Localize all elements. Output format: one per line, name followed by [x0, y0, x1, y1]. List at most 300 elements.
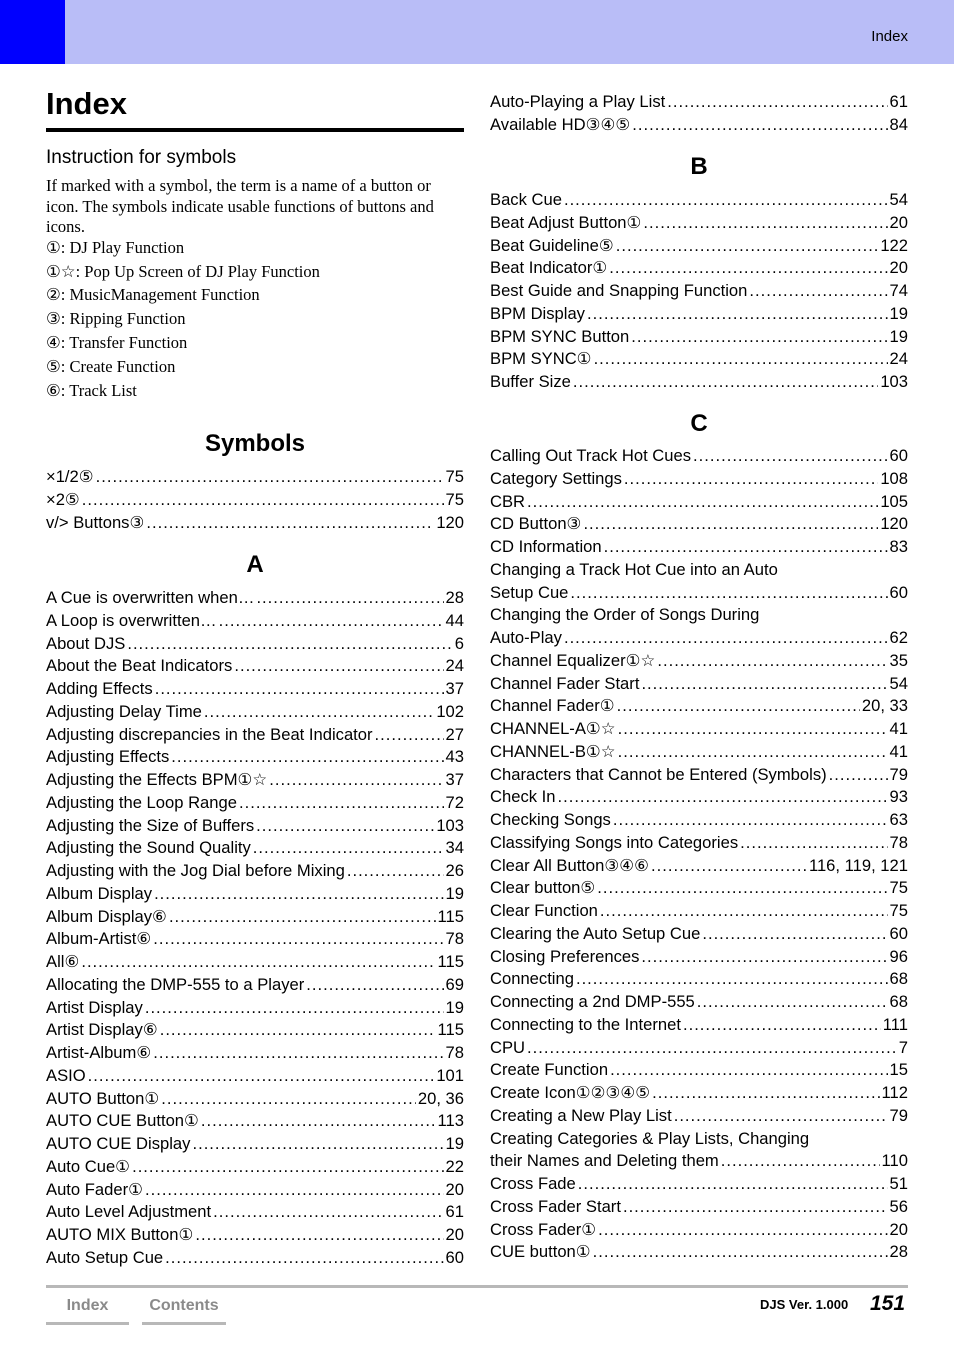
- index-entry-term: Artist-Album⑥: [46, 1043, 152, 1062]
- index-entry[interactable]: [46, 1247, 464, 1269]
- dot-leader: [256, 587, 443, 609]
- index-entry-page: 115: [437, 906, 464, 926]
- index-entry-page: 75: [889, 878, 908, 898]
- dot-leader: [219, 610, 444, 632]
- dot-leader: [641, 673, 887, 695]
- index-entry-page: 19: [889, 303, 908, 323]
- index-entry[interactable]: [490, 1241, 908, 1263]
- index-entry[interactable]: [46, 883, 464, 905]
- dot-leader: [171, 746, 443, 768]
- dot-leader: [155, 678, 444, 700]
- index-entry-page: 24: [889, 349, 908, 369]
- section-heading-c: C: [690, 410, 708, 437]
- index-entry-page: 19: [445, 1134, 464, 1153]
- index-entry-term: BPM Display: [490, 303, 585, 323]
- index-entry-page: 22: [445, 1156, 464, 1176]
- index-entry-term: Category Settings: [490, 468, 622, 488]
- index-entry[interactable]: [46, 1224, 464, 1246]
- index-entry[interactable]: [490, 786, 908, 808]
- index-entry-term: Beat Guideline⑤: [490, 235, 614, 255]
- symbol-legend-item: ④: Transfer Function: [46, 333, 188, 352]
- index-entry[interactable]: [46, 906, 464, 928]
- index-entry-term: Channel Equalizer①☆: [490, 650, 656, 670]
- index-entry[interactable]: [46, 1156, 464, 1178]
- dot-leader: [195, 1224, 443, 1246]
- index-entry-line: Creating Categories & Play Lists, Changing: [490, 1128, 810, 1148]
- index-entry-page: 60: [889, 446, 908, 465]
- index-entry[interactable]: [490, 1196, 908, 1218]
- dot-leader: [610, 1059, 887, 1081]
- symbol-legend-item: ①☆: Pop Up Screen of DJ Play Function: [46, 262, 320, 281]
- index-entry-page: 20, 36: [417, 1088, 464, 1108]
- dot-leader: [641, 946, 887, 968]
- index-entry-page: 75: [889, 901, 908, 920]
- dot-leader: [375, 724, 444, 746]
- footer-rule: [46, 1285, 908, 1288]
- index-entry-term: Auto Level Adjustment: [46, 1202, 212, 1222]
- index-entry-page: 20, 33: [861, 696, 908, 716]
- index-entry-page: 103: [436, 815, 464, 835]
- index-entry[interactable]: [46, 1088, 464, 1110]
- index-entry-term: Adjusting the Loop Range: [46, 792, 237, 812]
- index-entry[interactable]: [46, 1201, 464, 1223]
- index-entry[interactable]: [490, 1219, 908, 1241]
- index-entry[interactable]: [46, 974, 464, 996]
- index-entry-term: Adjusting the Sound Quality: [46, 838, 251, 858]
- index-entry-page: 44: [445, 610, 464, 630]
- index-entry-term: Cross Fade: [490, 1174, 576, 1193]
- index-entry[interactable]: [46, 1133, 464, 1155]
- index-entry[interactable]: [490, 536, 908, 558]
- index-entry-term: CHANNEL-B①☆: [490, 741, 616, 761]
- index-entry-term: Connecting a 2nd DMP-555: [490, 992, 695, 1011]
- index-entry[interactable]: [490, 923, 908, 945]
- index-entry-term: Auto Fader①: [46, 1179, 143, 1199]
- index-entry-page: 28: [445, 588, 464, 607]
- dot-leader: [651, 855, 807, 877]
- index-entry[interactable]: [490, 695, 908, 717]
- index-entry-term: Album Display⑥: [46, 906, 167, 926]
- symbol-legend-item: ③: Ripping Function: [46, 309, 186, 328]
- index-entry[interactable]: [46, 860, 464, 882]
- index-entry[interactable]: [490, 1173, 908, 1195]
- index-entry-page: 15: [889, 1060, 908, 1080]
- index-entry-term: CD Button③: [490, 514, 582, 534]
- index-entry-page: 112: [881, 1083, 908, 1102]
- index-entry-page: 72: [445, 792, 464, 812]
- index-entry-term: Adjusting discrepancies in the Beat Indicator: [46, 724, 373, 744]
- dot-leader: [600, 900, 888, 922]
- index-entry[interactable]: [490, 348, 908, 370]
- index-entry[interactable]: [46, 489, 464, 511]
- index-entry-term: CBR: [490, 491, 526, 511]
- index-entry-page: 60: [445, 1247, 464, 1267]
- dot-leader: [702, 923, 887, 945]
- index-entry[interactable]: [490, 189, 908, 211]
- index-entry-term: Adjusting the Size of Buffers: [46, 815, 255, 835]
- index-entry-page: 6: [454, 633, 464, 653]
- index-entry[interactable]: [490, 491, 908, 513]
- dot-leader: [657, 650, 887, 672]
- index-entry[interactable]: [46, 701, 464, 723]
- index-entry-term: Beat Indicator①: [490, 258, 608, 278]
- index-entry[interactable]: [490, 513, 908, 535]
- index-entry[interactable]: [490, 280, 908, 302]
- index-entry[interactable]: [46, 466, 464, 488]
- index-entry-page: 115: [437, 952, 464, 971]
- index-entry-term: CUE button①: [490, 1242, 591, 1262]
- index-entry-term: Artist Display: [46, 997, 143, 1017]
- index-entry-page: 93: [889, 787, 908, 807]
- dot-leader: [604, 536, 888, 558]
- index-entry-page: 20: [445, 1225, 464, 1244]
- index-entry-term: Adding Effects: [46, 679, 153, 698]
- index-entry-line: Changing the Order of Songs During: [490, 605, 760, 625]
- index-entry[interactable]: [490, 946, 908, 968]
- index-entry-page: 19: [445, 997, 464, 1017]
- index-entry[interactable]: [490, 257, 908, 279]
- dot-leader: [609, 257, 887, 279]
- index-entry-page: 37: [445, 770, 464, 789]
- symbol-legend-item: ②: MusicManagement Function: [46, 285, 260, 304]
- dot-leader: [697, 991, 888, 1013]
- index-entry[interactable]: [46, 997, 464, 1019]
- index-entry-term: Buffer Size: [490, 372, 571, 391]
- index-entry-page: 60: [889, 923, 908, 943]
- footer-contents-button[interactable]: Contents: [142, 1296, 226, 1325]
- index-entry[interactable]: [490, 1150, 908, 1172]
- index-entry-page: 110: [881, 1151, 908, 1171]
- index-entry[interactable]: [490, 900, 908, 922]
- dot-leader: [557, 786, 887, 808]
- index-entry[interactable]: [46, 678, 464, 700]
- index-entry-page: 19: [889, 326, 908, 346]
- index-entry-term: AUTO CUE Display: [46, 1134, 191, 1153]
- dot-leader: [234, 655, 443, 677]
- product-name: DJS: [760, 1297, 786, 1312]
- index-entry-page: 122: [880, 235, 908, 255]
- index-entry-term: A Loop is overwritten…: [46, 610, 217, 630]
- dot-leader: [597, 877, 887, 899]
- index-entry[interactable]: [490, 877, 908, 899]
- dot-leader: [253, 837, 444, 859]
- index-entry[interactable]: [490, 582, 908, 604]
- instructions-paragraph: If marked with a symbol, the term is a name of a button or icon. The symbols indicate usable functions of buttons and icons.: [46, 176, 434, 236]
- dot-leader: [145, 1179, 444, 1201]
- title-underline: [46, 128, 464, 132]
- index-entry[interactable]: [490, 1082, 908, 1104]
- index-entry-term: Auto Cue①: [46, 1156, 131, 1176]
- index-entry[interactable]: [490, 764, 908, 786]
- index-entry[interactable]: [46, 587, 464, 609]
- index-entry-term: CD Information: [490, 537, 602, 556]
- dot-leader: [527, 491, 878, 513]
- index-entry-term: AUTO MIX Button①: [46, 1225, 194, 1244]
- index-entry-term: Setup Cue: [490, 582, 569, 602]
- index-entry[interactable]: [490, 1037, 908, 1059]
- header-section-label: Index: [871, 28, 908, 45]
- index-entry-page: 43: [445, 747, 464, 767]
- dot-leader: [740, 832, 887, 854]
- index-entry-term: About DJS: [46, 633, 126, 653]
- index-entry[interactable]: [490, 235, 908, 257]
- index-entry-page: 116, 119, 121: [808, 855, 908, 875]
- index-entry[interactable]: [490, 718, 908, 740]
- index-entry[interactable]: [490, 371, 908, 393]
- section-heading-a: A: [246, 551, 264, 578]
- dot-leader: [749, 280, 887, 302]
- index-entry[interactable]: [46, 951, 464, 973]
- dot-leader: [617, 695, 860, 717]
- index-entry-term: Auto-Play: [490, 628, 562, 647]
- dot-leader: [154, 883, 443, 905]
- dot-leader: [269, 769, 443, 791]
- footer-index-button[interactable]: Index: [46, 1296, 129, 1325]
- dot-leader: [192, 1133, 443, 1155]
- index-entry-term: Create Function: [490, 1060, 609, 1080]
- index-entry-page: 105: [880, 491, 908, 511]
- index-entry-term: Allocating the DMP-555 to a Player: [46, 974, 305, 994]
- index-entry-term: Characters that Cannot be Entered (Symbols): [490, 764, 827, 784]
- dot-leader: [593, 1241, 888, 1263]
- index-entry-term: Connecting: [490, 969, 574, 989]
- dot-leader: [598, 1219, 887, 1241]
- index-entry-page: 60: [889, 582, 908, 602]
- dot-leader: [347, 860, 444, 882]
- index-entry-page: 102: [436, 701, 464, 721]
- index-entry-term: Auto Setup Cue: [46, 1247, 164, 1267]
- top-header-bar: [0, 0, 954, 64]
- index-entry[interactable]: [46, 792, 464, 814]
- dot-leader: [618, 741, 888, 763]
- dot-leader: [213, 1201, 443, 1223]
- index-entry-page: 7: [898, 1037, 908, 1057]
- dot-leader: [88, 1065, 435, 1087]
- index-entry-term: Available HD③④⑤: [490, 114, 631, 134]
- index-entry-page: 103: [880, 372, 908, 391]
- index-entry-term: Connecting to the Internet: [490, 1014, 681, 1034]
- index-entry-page: 120: [436, 512, 464, 532]
- dot-leader: [583, 513, 878, 535]
- index-entry[interactable]: [46, 815, 464, 837]
- index-entry[interactable]: [46, 928, 464, 950]
- index-entry[interactable]: [490, 91, 908, 113]
- index-entry-page: 35: [889, 650, 908, 670]
- index-entry[interactable]: [490, 212, 908, 234]
- index-entry[interactable]: [490, 991, 908, 1013]
- index-entry-term: Artist Display⑥: [46, 1020, 158, 1040]
- index-entry-term: Cross Fader①: [490, 1219, 597, 1239]
- index-entry-page: 34: [445, 838, 464, 858]
- dot-leader: [616, 235, 879, 257]
- dot-leader: [132, 1156, 443, 1178]
- dot-leader: [631, 326, 887, 348]
- index-entry-term: CHANNEL-A①☆: [490, 719, 616, 738]
- dot-leader: [623, 1196, 888, 1218]
- index-entry-page: 54: [889, 673, 908, 693]
- instructions-heading: Instruction for symbols: [46, 147, 237, 168]
- index-entry[interactable]: [46, 633, 464, 655]
- dot-leader: [160, 1019, 436, 1041]
- index-entry[interactable]: [490, 1105, 908, 1127]
- index-entry[interactable]: [46, 769, 464, 791]
- index-entry[interactable]: [46, 1042, 464, 1064]
- dot-leader: [153, 928, 443, 950]
- index-entry-term: A Cue is overwritten when…: [46, 588, 255, 607]
- symbol-legend-item: ⑤: Create Function: [46, 357, 176, 376]
- index-entry[interactable]: [490, 627, 908, 649]
- dot-leader: [204, 701, 434, 723]
- index-entry-term: Clear All Button③④⑥: [490, 855, 650, 875]
- index-entry-term: Album Display: [46, 883, 153, 903]
- dot-leader: [82, 489, 444, 511]
- dot-leader: [578, 1173, 888, 1195]
- dot-leader: [573, 371, 878, 393]
- index-entry-term: Adjusting the Effects BPM①☆: [46, 770, 268, 789]
- dot-leader: [693, 445, 887, 467]
- index-entry-page: 108: [880, 468, 908, 488]
- index-entry-page: 20: [889, 212, 908, 232]
- index-entry-page: 27: [445, 724, 464, 744]
- dot-leader: [256, 815, 434, 837]
- index-entry-page: 56: [889, 1196, 908, 1216]
- dot-leader: [165, 1247, 443, 1269]
- index-entry[interactable]: [490, 741, 908, 763]
- dot-leader: [721, 1150, 880, 1172]
- index-entry-term: Closing Preferences: [490, 946, 640, 966]
- dot-leader: [683, 1014, 881, 1036]
- symbol-legend-item: ①: DJ Play Function: [46, 238, 185, 257]
- dot-leader: [527, 1037, 897, 1059]
- index-entry-term: About the Beat Indicators: [46, 656, 233, 676]
- index-entry[interactable]: [46, 610, 464, 632]
- index-entry[interactable]: [46, 1179, 464, 1201]
- dot-leader: [564, 627, 888, 649]
- index-entry[interactable]: [490, 673, 908, 695]
- index-entry-page: 96: [889, 946, 908, 966]
- index-entry-term: Creating a New Play List: [490, 1105, 672, 1125]
- index-entry-term: Adjusting Effects: [46, 747, 170, 767]
- index-entry-term: Album-Artist⑥: [46, 929, 152, 949]
- index-entry-page: 75: [445, 467, 464, 486]
- index-entry-page: 61: [889, 92, 908, 111]
- page-number: 151: [870, 1292, 906, 1315]
- index-entry-term: Cross Fader Start: [490, 1196, 621, 1216]
- index-entry-page: 78: [445, 1043, 464, 1062]
- dot-leader: [613, 809, 888, 831]
- index-entry[interactable]: [490, 1059, 908, 1081]
- index-entry[interactable]: [46, 1065, 464, 1087]
- dot-leader: [153, 1042, 443, 1064]
- index-entry[interactable]: [490, 809, 908, 831]
- index-entry-page: 74: [889, 281, 908, 300]
- index-entry[interactable]: [46, 1019, 464, 1041]
- index-entry-page: 62: [889, 628, 908, 647]
- index-entry-page: 37: [445, 679, 464, 698]
- index-entry-page: 101: [436, 1065, 464, 1085]
- index-entry-page: 68: [889, 969, 908, 989]
- index-entry-page: 63: [889, 810, 908, 829]
- index-entry[interactable]: [490, 445, 908, 467]
- index-entry-term: Back Cue: [490, 190, 562, 209]
- index-entry-term: CPU: [490, 1037, 526, 1057]
- index-entry-page: 111: [882, 1014, 908, 1034]
- index-entry-term: BPM SYNC Button: [490, 326, 630, 346]
- dot-leader: [169, 906, 436, 928]
- index-entry[interactable]: [46, 746, 464, 768]
- index-entry-page: 69: [445, 974, 464, 994]
- index-entry-term: Channel Fader Start: [490, 673, 640, 693]
- dot-leader: [632, 114, 887, 136]
- symbol-legend-item: ⑥: Track List: [46, 381, 137, 400]
- index-entry-line: Changing a Track Hot Cue into an Auto: [490, 559, 778, 579]
- index-entry[interactable]: [490, 968, 908, 990]
- index-entry-term: BPM SYNC①: [490, 349, 592, 369]
- page-title: Index: [46, 86, 127, 121]
- index-entry[interactable]: [46, 724, 464, 746]
- index-entry[interactable]: [490, 114, 908, 136]
- index-entry-term: Channel Fader①: [490, 696, 615, 716]
- index-entry[interactable]: [46, 512, 464, 534]
- dot-leader: [146, 512, 434, 534]
- index-entry-page: 41: [889, 741, 908, 761]
- index-entry-page: 120: [880, 514, 908, 534]
- index-entry[interactable]: [46, 1110, 464, 1132]
- index-entry-term: All⑥: [46, 952, 80, 971]
- index-entry-page: 79: [889, 1105, 908, 1125]
- dot-leader: [624, 468, 878, 490]
- dot-leader: [674, 1105, 888, 1127]
- index-entry-term: ×2⑤: [46, 489, 80, 509]
- index-entry-term: Clear Function: [490, 901, 598, 920]
- header-color-tab: [0, 0, 65, 64]
- index-entry-page: 68: [889, 992, 908, 1011]
- index-entry[interactable]: [490, 650, 908, 672]
- index-entry-term: Check In: [490, 787, 556, 807]
- index-entry[interactable]: [490, 303, 908, 325]
- index-entry-term: Create Icon①②③④⑤: [490, 1083, 651, 1102]
- index-entry-term: Adjusting with the Jog Dial before Mixing: [46, 861, 345, 880]
- index-entry-page: 19: [445, 883, 464, 903]
- index-entry-page: 83: [889, 537, 908, 556]
- index-entry-term: AUTO CUE Button①: [46, 1111, 199, 1131]
- index-entry[interactable]: [46, 837, 464, 859]
- dot-leader: [618, 718, 888, 740]
- dot-leader: [145, 997, 444, 1019]
- version-label: [760, 1297, 848, 1312]
- section-heading-b: B: [690, 153, 708, 180]
- dot-leader: [576, 968, 888, 990]
- index-entry-page: 41: [889, 719, 908, 738]
- dot-leader: [594, 348, 888, 370]
- index-entry[interactable]: [490, 832, 908, 854]
- index-entry-term: Classifying Songs into Categories: [490, 832, 739, 852]
- index-entry-page: 20: [889, 258, 908, 278]
- index-entry-page: 79: [889, 764, 908, 784]
- dot-leader: [239, 792, 444, 814]
- index-entry[interactable]: [46, 655, 464, 677]
- index-entry[interactable]: [490, 326, 908, 348]
- index-entry-page: 78: [445, 929, 464, 949]
- index-entry[interactable]: [490, 468, 908, 490]
- index-entry[interactable]: [490, 1014, 908, 1036]
- index-entry-page: 28: [889, 1242, 908, 1262]
- index-entry[interactable]: [490, 855, 908, 877]
- dot-leader: [643, 212, 887, 234]
- index-entry-term: Clearing the Auto Setup Cue: [490, 923, 701, 943]
- dot-leader: [96, 466, 444, 488]
- index-entry-page: 113: [437, 1111, 464, 1131]
